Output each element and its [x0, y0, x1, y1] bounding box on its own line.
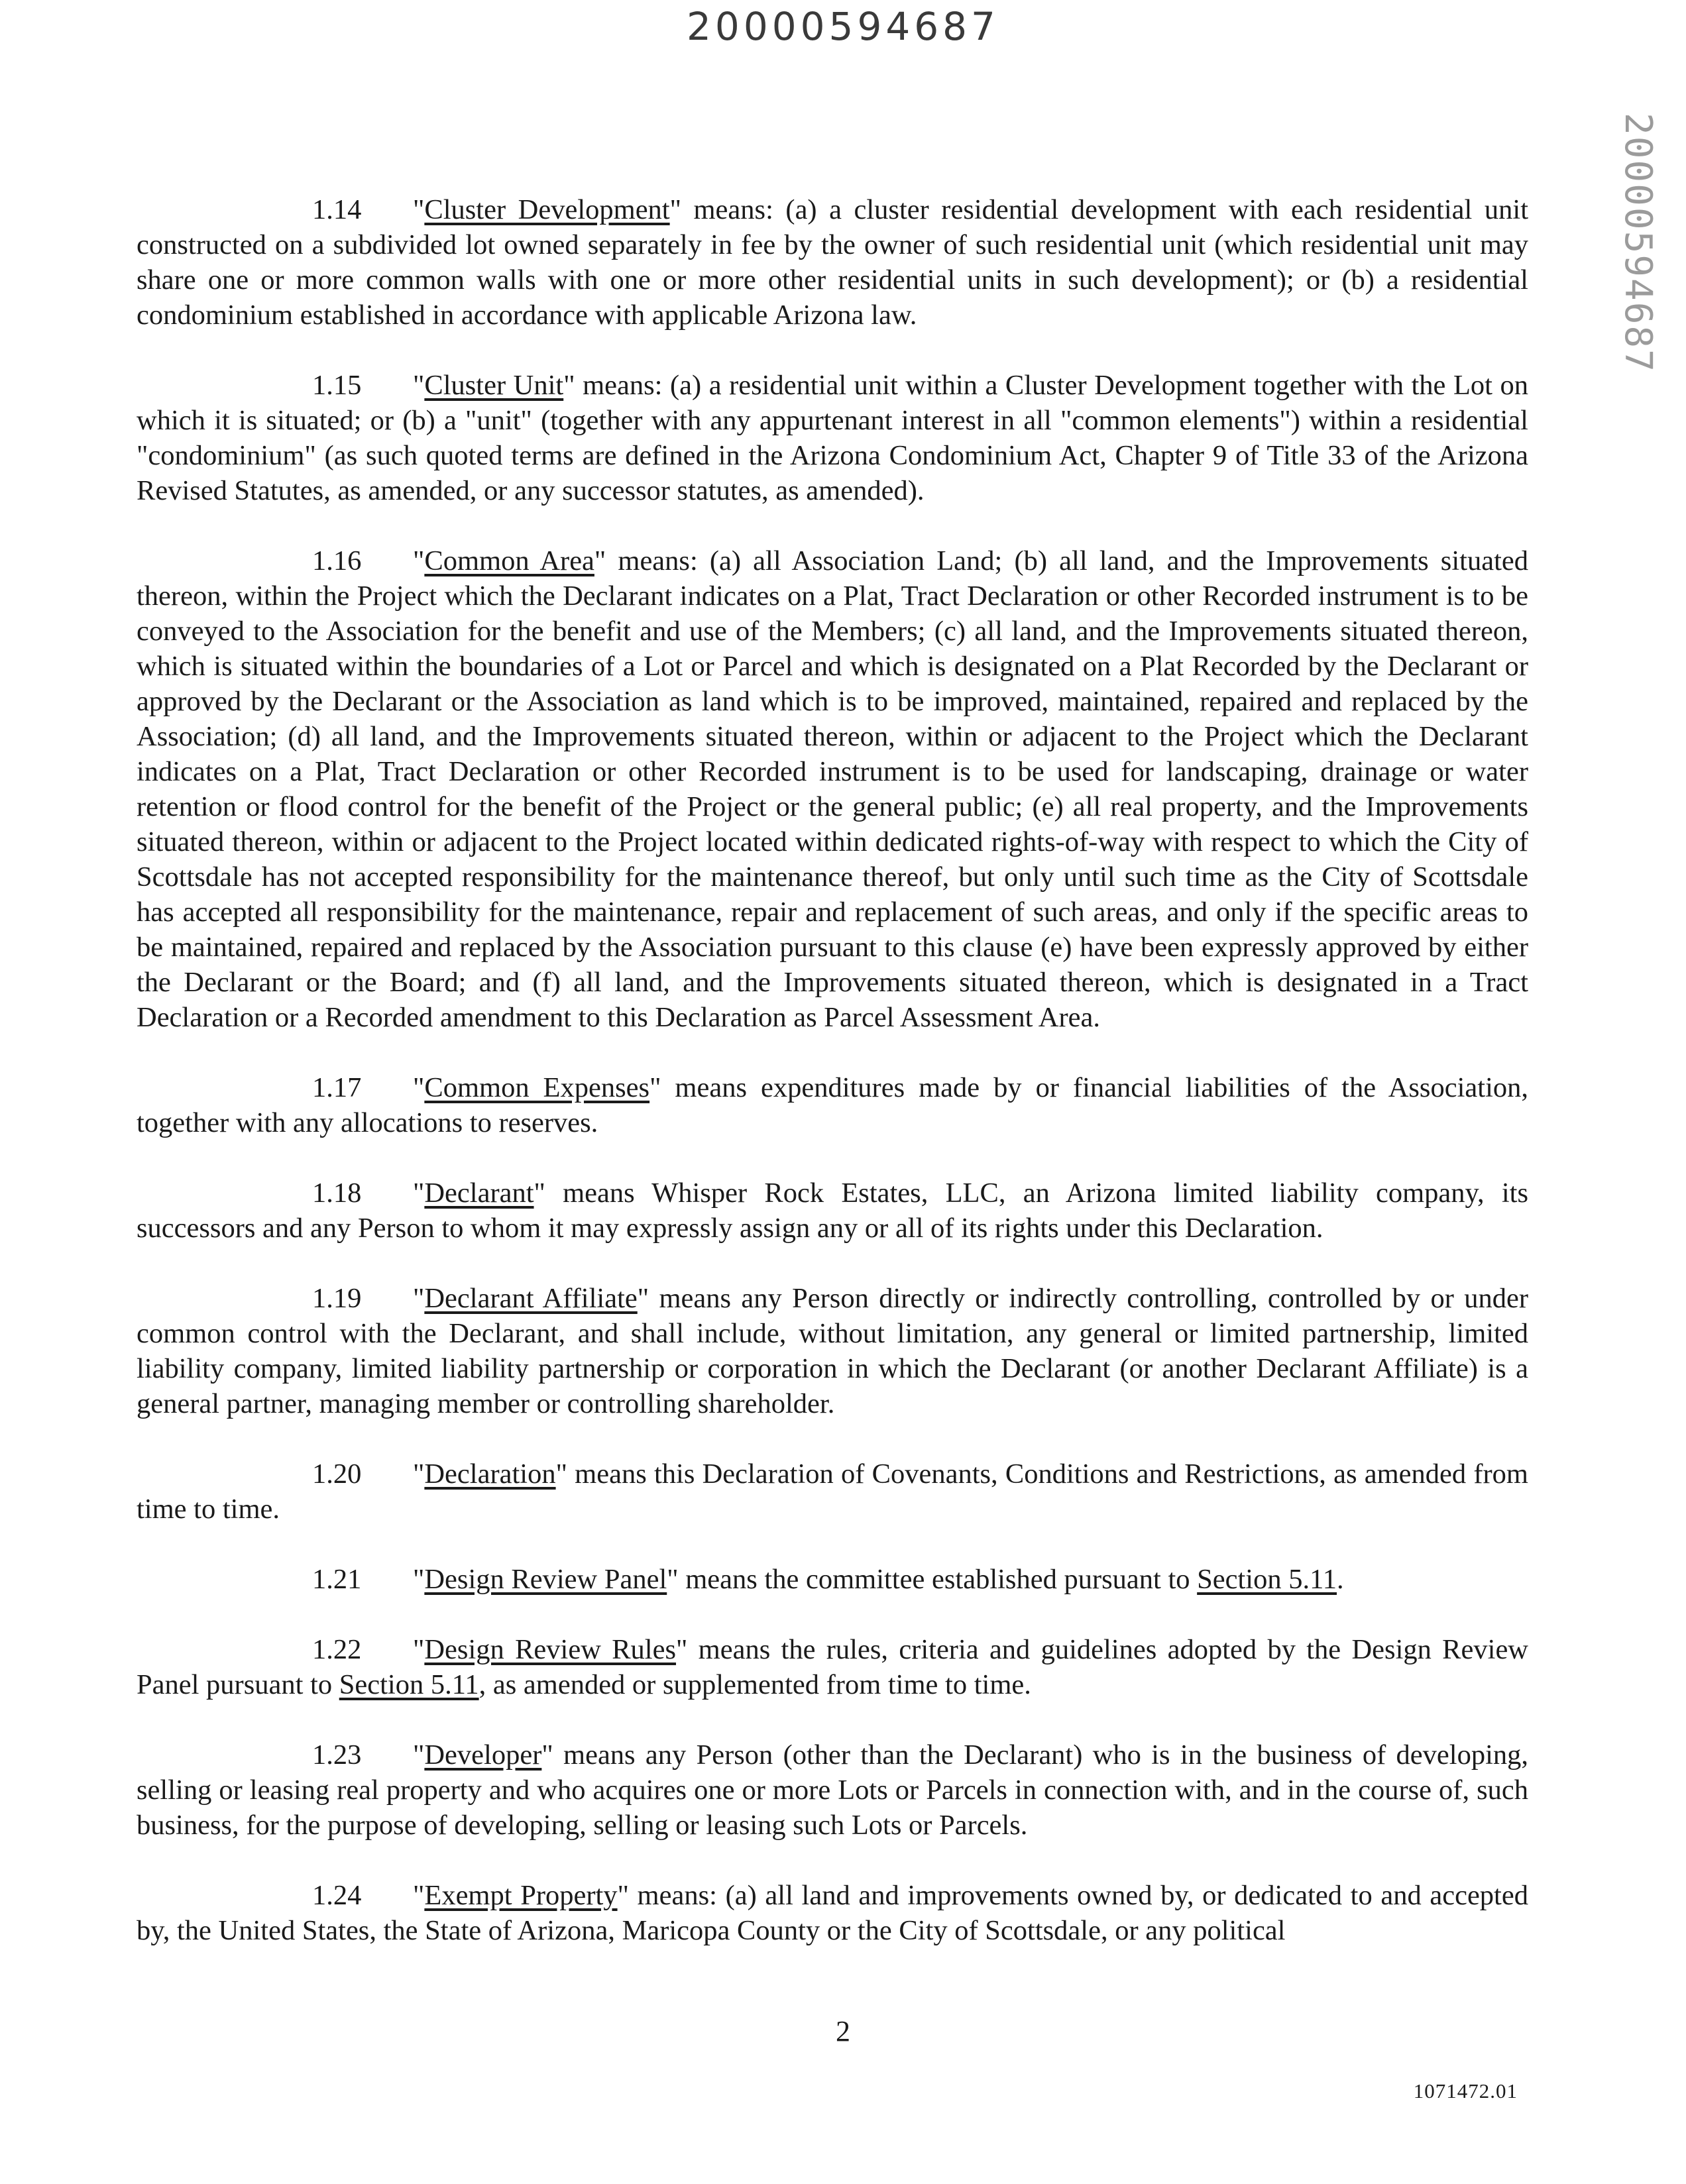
document-code: 1071472.01 — [1413, 2079, 1518, 2102]
defined-term: Declarant Affiliate — [424, 1283, 638, 1314]
definition-text: " means this Declaration of Covenants, Conditions and Restrictions, as amended from time to time. — [137, 1458, 1528, 1525]
definition-paragraph: 1.20 "Declaration" means this Declaration of Covenants, Conditions and Restrictions, as amended from time to time. — [137, 1456, 1528, 1527]
section-reference: Section 5.11 — [1197, 1564, 1337, 1595]
definition-paragraph: 1.16 "Common Area" means: (a) all Association Land; (b) all land, and the Improvements situated thereon, within the Project which the Declarant indicates on a Plat, Tract Declaration or other Recorded instrument is to be conveyed to the Association for the benefit and use of the Members; (c) all land, and the Improvements situated thereon, which is situated within the boundaries of a Lot or Parcel and which is designated on a Plat Recorded by the Declarant or approved by the Declarant or the Association as land which is to be improved, maintained, repaired and replaced by the Association; (d) all land, and the Improvements situated thereon, within or adjacent to the Project which the Declarant indicates on a Plat, Tract Declaration or other Recorded instrument is to be used for landscaping, drainage or water retention or flood control for the benefit of the Project or the general public; (e) all real property, and the Improvements situated thereon, within or adjacent to the Project located within dedicated rights-of-way with respect to which the City of Scottsdale has not accepted responsibility for the maintenance thereof, but only until such time as the City of Scottsdale has accepted all responsibility for the maintenance, repair and replacement of such areas, and only if the specific areas to be maintained, repaired and replaced by the Association pursuant to this clause (e) have been expressly approved by either the Declarant or the Board; and (f) all land, and the Improvements situated thereon, which is designated in a Tract Declaration or a Recorded amendment to this Declaration as Parcel Assessment Area. — [137, 543, 1528, 1035]
section-number: 1.15 — [312, 370, 362, 401]
definition-text-end: . — [1337, 1564, 1344, 1595]
defined-term: Declarant — [424, 1177, 534, 1209]
section-reference: Section 5.11 — [339, 1669, 479, 1700]
defined-term: Common Area — [424, 545, 594, 576]
definition-text: " means: (a) all Association Land; (b) all land, and the Improvements situated thereon, within the Project which the Declarant indicates on a Plat, Tract Declaration or other Recorded instrument is to be conveyed to the Association for the benefit and use of the Members; (c) all land, and the Improvements situated thereon, which is situated within the boundaries of a Lot or Parcel and which is designated on a Plat Recorded by the Declarant or approved by the Declarant or the Association as land which is to be improved, maintained, repaired and replaced by the Association; (d) all land, and the Improvements situated thereon, within or adjacent to the Project which the Declarant indicates on a Plat, Tract Declaration or other Recorded instrument is to be used for landscaping, drainage or water retention or flood control for the benefit of the Project or the general public; (e) all real property, and the Improvements situated thereon, within or adjacent to the Project located within dedicated rights-of-way with respect to which the City of Scottsdale has not accepted responsibility for the maintenance thereof, but only until such time as the City of Scottsdale has accepted all responsibility for the maintenance, repair and replacement of such areas, and only if the specific areas to be maintained, repaired and replaced by the Association pursuant to this clause (e) have been expressly approved by either the Declarant or the Board; and (f) all land, and the Improvements situated thereon, which is designated in a Tract Declaration or a Recorded amendment to this Declaration as Parcel Assessment Area. — [137, 545, 1528, 1033]
definition-paragraph: 1.14 "Cluster Development" means: (a) a cluster residential development with each residential unit constructed on a subdivided lot owned separately in fee by the owner of such residential unit (which residential unit may share one or more common walls with one or more other residential units in such development); or (b) a residential condominium established in accordance with applicable Arizona law. — [137, 192, 1528, 333]
defined-term: Design Review Panel — [424, 1564, 667, 1595]
recording-number: 20000594687 — [687, 4, 999, 49]
definition-text: " means expenditures made by or financial liabilities of the Association, together with any allocations to reserves. — [137, 1072, 1529, 1138]
definition-paragraph: 1.24 "Exempt Property" means: (a) all land and improvements owned by, or dedicated to and accepted by, the United States, the State of Arizona, Maricopa County or the City of Scottsdale, or any political — [137, 1878, 1528, 1948]
page-number: 2 — [836, 2015, 850, 2048]
definition-paragraph: 1.21 "Design Review Panel" means the committee established pursuant to Section 5.11. — [137, 1562, 1528, 1597]
defined-term: Developer — [424, 1739, 542, 1771]
section-number: 1.16 — [312, 545, 362, 576]
section-number: 1.24 — [312, 1880, 362, 1911]
definition-text: " means Whisper Rock Estates, LLC, an Arizona limited liability company, its successors and any Person to whom it may expressly assign any or all of its rights under this Declaration. — [137, 1177, 1528, 1244]
definition-text: " means any Person directly or indirectly controlling, controlled by or under common control with the Declarant, and shall include, without limitation, any general or limited partnership, limited liability company, limited liability partnership or corporation in which the Declarant (or another Declarant Affiliate) is a general partner, managing member or controlling shareholder. — [137, 1283, 1528, 1419]
section-number: 1.19 — [312, 1283, 362, 1314]
section-number: 1.23 — [312, 1739, 362, 1771]
definition-text-end: , as amended or supplemented from time to time. — [478, 1669, 1031, 1700]
definition-text: " means: (a) a cluster residential development with each residential unit constructed on a subdivided lot owned separately in fee by the owner of such residential unit (which residential unit may share one or more common walls with one or more other residential units in such development); or (b) a residential condominium established in accordance with applicable Arizona law. — [137, 194, 1528, 331]
defined-term: Cluster Development — [424, 194, 670, 225]
definition-paragraph: 1.15 "Cluster Unit" means: (a) a residential unit within a Cluster Development together with the Lot on which it is situated; or (b) a "unit" (together with any appurtenant interest in all "common elements") within a residential "condominium" (as such quoted terms are defined in the Arizona Condominium Act, Chapter 9 of Title 33 of the Arizona Revised Statutes, as amended, or any successor statutes, as amended). — [137, 368, 1528, 508]
defined-term: Design Review Rules — [424, 1634, 677, 1665]
definition-paragraph: 1.23 "Developer" means any Person (other than the Declarant) who is in the business of developing, selling or leasing real property and who acquires one or more Lots or Parcels in connection with, and in the course of, such business, for the purpose of developing, selling or leasing such Lots or Parcels. — [137, 1737, 1528, 1843]
side-recording-stamp: 20000594687 — [1616, 113, 1659, 373]
definition-text: " means the committee established pursuant to — [667, 1564, 1198, 1595]
section-number: 1.20 — [312, 1458, 362, 1490]
defined-term: Declaration — [424, 1458, 556, 1490]
definition-paragraph: 1.22 "Design Review Rules" means the rules, criteria and guidelines adopted by the Design Review Panel pursuant to Section 5.11, as amended or supplemented from time to time. — [137, 1632, 1528, 1702]
section-number: 1.18 — [312, 1177, 362, 1209]
definition-paragraph: 1.17 "Common Expenses" means expenditures made by or financial liabilities of the Association, together with any allocations to reserves. — [137, 1070, 1528, 1140]
defined-term: Exempt Property — [424, 1880, 618, 1911]
section-number: 1.14 — [312, 194, 362, 225]
section-number: 1.22 — [312, 1634, 362, 1665]
definition-text: " means: (a) a residential unit within a Cluster Development together with the Lot on which it is situated; or (b) a "unit" (together with any appurtenant interest in all "common elements") within a residential "condominium" (as such quoted terms are defined in the Arizona Condominium Act, Chapter 9 of Title 33 of the Arizona Revised Statutes, as amended, or any successor statutes, as amended). — [137, 370, 1528, 506]
definition-paragraph: 1.19 "Declarant Affiliate" means any Person directly or indirectly controlling, controlled by or under common control with the Declarant, and shall include, without limitation, any general or limited partnership, limited liability company, limited liability partnership or corporation in which the Declarant (or another Declarant Affiliate) is a general partner, managing member or controlling shareholder. — [137, 1281, 1528, 1421]
section-number: 1.21 — [312, 1564, 362, 1595]
definition-text: " means any Person (other than the Declarant) who is in the business of developing, selling or leasing real property and who acquires one or more Lots or Parcels in connection with, and in the course of, such business, for the purpose of developing, selling or leasing such Lots or Parcels. — [137, 1739, 1528, 1841]
defined-term: Cluster Unit — [424, 370, 564, 401]
definition-text: " means: (a) all land and improvements owned by, or dedicated to and accepted by, the United States, the State of Arizona, Maricopa County or the City of Scottsdale, or any political — [137, 1880, 1528, 1946]
section-number: 1.17 — [312, 1072, 362, 1103]
definition-text: " means the rules, criteria and guidelines adopted by the Design Review Panel pursuant to — [137, 1634, 1528, 1700]
document-body — [137, 192, 1528, 1983]
definition-paragraph: 1.18 "Declarant" means Whisper Rock Estates, LLC, an Arizona limited liability company, its successors and any Person to whom it may expressly assign any or all of its rights under this Declaration. — [137, 1175, 1528, 1246]
defined-term: Common Expenses — [424, 1072, 650, 1103]
